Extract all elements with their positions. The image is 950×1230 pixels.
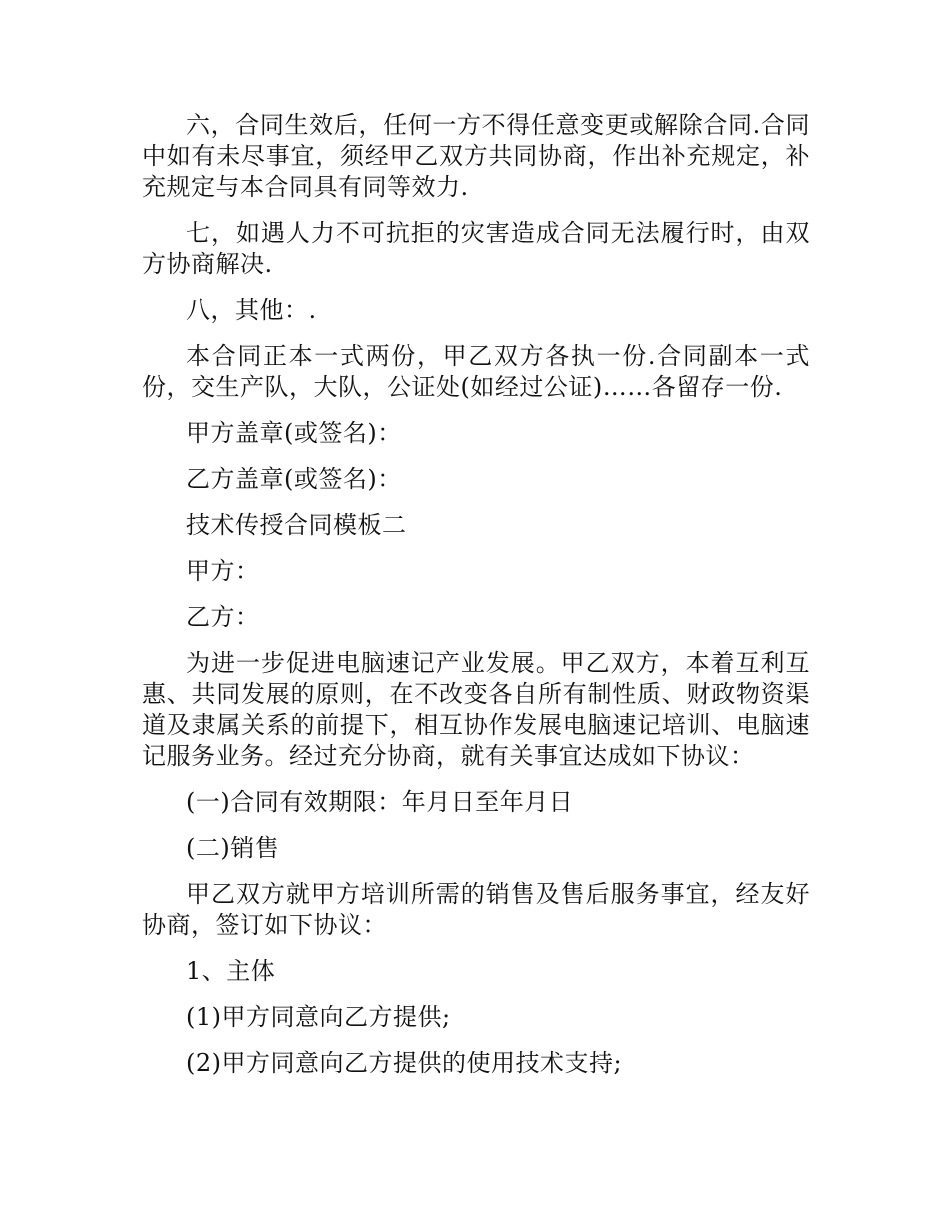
document-body [142, 110, 810, 1094]
paragraph-preamble: 为进一步促进电脑速记产业发展。甲乙双方，本着互利互惠、共同发展的原则，在不改变各自所有制性质、财政物资渠道及隶属关系的前提下，相互协作发展电脑速记培训、电脑速记服务业务。经过充分协商，就有关事宜达成如下协议： [142, 649, 810, 770]
paragraph-sales-agreement: 甲乙双方就甲方培训所需的销售及售后服务事宜，经友好协商，签订如下协议： [142, 880, 810, 939]
paragraph-copies: 本合同正本一式两份，甲乙双方各执一份.合同副本一式份，交生产队，大队，公证处(如经过公证)……各留存一份. [142, 342, 810, 401]
paragraph-validity-period: (一)合同有效期限：年月日至年月日 [186, 788, 574, 816]
paragraph-clause-eight: 八，其他：. [186, 296, 317, 324]
paragraph-subject-heading: 1、主体 [186, 957, 276, 985]
paragraph-sales-heading: (二)销售 [186, 834, 280, 862]
paragraph-item-one: (1)甲方同意向乙方提供; [186, 1003, 451, 1031]
paragraph-clause-six: 六，合同生效后，任何一方不得任意变更或解除合同.合同中如有未尽事宜，须经甲乙双方共同协商，作出补充规定，补充规定与本合同具有同等效力. [142, 111, 810, 201]
party-a-signature-line: 甲方盖章(或签名)： [186, 419, 402, 447]
paragraph-clause-seven: 七，如遇人力不可抗拒的灾害造成合同无法履行时，由双方协商解决. [142, 219, 810, 278]
party-a-line: 甲方： [186, 557, 260, 585]
party-b-signature-line: 乙方盖章(或签名)： [186, 465, 402, 493]
party-b-line: 乙方： [186, 603, 260, 631]
template-two-title: 技术传授合同模板二 [186, 511, 407, 539]
paragraph-item-two: (2)甲方同意向乙方提供的使用技术支持; [186, 1049, 623, 1077]
